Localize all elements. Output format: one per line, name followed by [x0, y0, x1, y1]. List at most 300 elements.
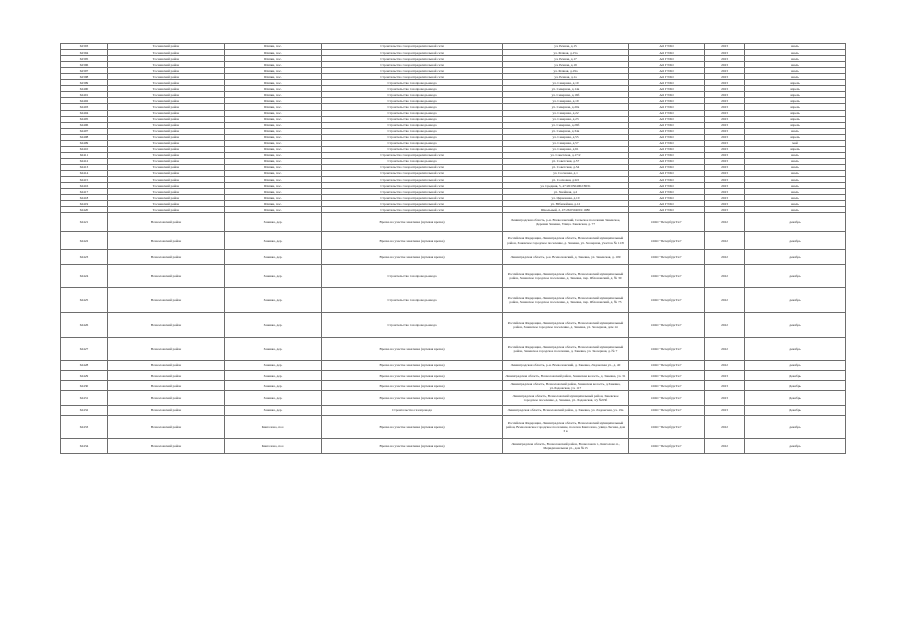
- row-id-cell: 62413: [61, 164, 108, 170]
- month-cell: июль: [745, 44, 846, 50]
- settlement-cell: Шапки, пос.: [225, 98, 322, 104]
- settlement-cell: Заневка, дер.: [225, 405, 322, 415]
- row-id-cell: 62398: [61, 74, 108, 80]
- organization-cell: ООО "ПетербургГаз": [629, 250, 705, 265]
- row-id-cell: 62410: [61, 146, 108, 152]
- year-cell: 2023: [705, 134, 745, 140]
- settlement-cell: Шапки, пос.: [225, 110, 322, 116]
- organization-cell: АО ГТЛО: [629, 146, 705, 152]
- month-cell: июль: [745, 201, 846, 207]
- address-cell: ул. Советская, д.17/2: [503, 152, 629, 158]
- settlement-cell: Заневка, дер.: [225, 371, 322, 381]
- settlement-cell: Шапки, пос.: [225, 92, 322, 98]
- address-cell: Российская Федерация, Ленинградская область, Всеволожский муниципальный район, Заневское городское поселение, д. Заневка, пер. Яблоновский, д. № 73: [503, 287, 629, 312]
- row-id-cell: 62427: [61, 337, 108, 360]
- work-type-cell: Строительство газораспределительной сети: [322, 189, 503, 195]
- table-row: [61, 416, 846, 439]
- work-type-cell: Врезка на участке заказчика (нулевая врезка): [322, 360, 503, 370]
- district-cell: Тосненский район: [108, 86, 225, 92]
- address-cell: Российская Федерация, Ленинградская область, Всеволожский муниципальный район, Заневское городское поселение, д. Заневка, ул. Заозерная, д. № 7: [503, 337, 629, 360]
- work-type-cell: Строительство газораспределительной сети: [322, 74, 503, 80]
- month-cell: апрель: [745, 104, 846, 110]
- month-cell: июль: [745, 62, 846, 68]
- district-cell: Тосненский район: [108, 92, 225, 98]
- table-row: [61, 231, 846, 250]
- settlement-cell: Шапки, пос.: [225, 164, 322, 170]
- month-cell: июль: [745, 189, 846, 195]
- month-cell: Декабрь: [745, 381, 846, 391]
- row-id-cell: 62405: [61, 116, 108, 122]
- row-id-cell: 62414: [61, 170, 108, 176]
- row-id-cell: 62395: [61, 56, 108, 62]
- table-row: [61, 405, 846, 415]
- row-id-cell: 62393: [61, 44, 108, 50]
- year-cell: 2022: [705, 312, 745, 337]
- organization-cell: ООО "ПетербургГаз": [629, 312, 705, 337]
- district-cell: Тосненский район: [108, 146, 225, 152]
- address-cell: ул. Речная, д.19: [503, 62, 629, 68]
- work-type-cell: Врезка на участке заказчика (нулевая врезка): [322, 213, 503, 232]
- address-cell: ул. Речная, д.15а: [503, 50, 629, 56]
- row-id-cell: 62419: [61, 201, 108, 207]
- address-cell: Ленинградская область, Всеволожский район, Заневская волость, д. Заневка, уч. 31: [503, 371, 629, 381]
- year-cell: 2023: [705, 62, 745, 68]
- month-cell: июль: [745, 207, 846, 213]
- year-cell: 2022: [705, 416, 745, 439]
- settlement-cell: Заневка, дер.: [225, 264, 322, 287]
- year-cell: 2023: [705, 405, 745, 415]
- settlement-cell: Шапки, пос.: [225, 183, 322, 189]
- month-cell: апрель: [745, 86, 846, 92]
- year-cell: 2023: [705, 128, 745, 134]
- row-id-cell: 62400: [61, 86, 108, 92]
- year-cell: 2023: [705, 122, 745, 128]
- organization-cell: ООО "ПетербургГаз": [629, 337, 705, 360]
- district-cell: Тосненский район: [108, 98, 225, 104]
- organization-cell: ООО "ПетербургГаз": [629, 416, 705, 439]
- organization-cell: АО ГТЛО: [629, 44, 705, 50]
- settlement-cell: Кавголово, пос.: [225, 439, 322, 454]
- month-cell: июль: [745, 56, 846, 62]
- work-type-cell: Строительство газораспределительной сети: [322, 68, 503, 74]
- organization-cell: ООО "ПетербургГаз": [629, 381, 705, 391]
- work-type-cell: Строительство газопровода-ввода: [322, 104, 503, 110]
- address-cell: ул. Северная, д.23: [503, 116, 629, 122]
- address-cell: ул. Северная, д.26б: [503, 122, 629, 128]
- organization-cell: АО ГТЛО: [629, 207, 705, 213]
- settlement-cell: Шапки, пос.: [225, 195, 322, 201]
- month-cell: Декабрь: [745, 371, 846, 381]
- settlement-cell: Шапки, пос.: [225, 74, 322, 80]
- year-cell: 2023: [705, 56, 745, 62]
- address-cell: Ленинградская область, Всеволожский район, Заневская волость, д.Заневка, ул.Ладожская, уч. 117: [503, 381, 629, 391]
- settlement-cell: Шапки, пос.: [225, 62, 322, 68]
- row-id-cell: 62420: [61, 207, 108, 213]
- month-cell: июль: [745, 50, 846, 56]
- organization-cell: АО ГТЛО: [629, 177, 705, 183]
- settlement-cell: Шапки, пос.: [225, 50, 322, 56]
- row-id-cell: 62431: [61, 391, 108, 406]
- year-cell: 2023: [705, 207, 745, 213]
- settlement-cell: Заневка, дер.: [225, 231, 322, 250]
- organization-cell: ООО "ПетербургГаз": [629, 439, 705, 454]
- work-type-cell: Строительство газопровода-ввода: [322, 158, 503, 164]
- table-row: [61, 264, 846, 287]
- work-type-cell: Строительство газопровода-ввода: [322, 128, 503, 134]
- year-cell: 2023: [705, 189, 745, 195]
- settlement-cell: Шапки, пос.: [225, 152, 322, 158]
- organization-cell: АО ГТЛО: [629, 140, 705, 146]
- settlement-cell: Шапки, пос.: [225, 201, 322, 207]
- row-id-cell: 62399: [61, 80, 108, 86]
- row-id-cell: 62415: [61, 177, 108, 183]
- settlement-cell: Заневка, дер.: [225, 360, 322, 370]
- work-type-cell: Строительство газопровода-ввода: [322, 110, 503, 116]
- row-id-cell: 62397: [61, 68, 108, 74]
- settlement-cell: Шапки, пос.: [225, 170, 322, 176]
- month-cell: июль: [745, 128, 846, 134]
- address-cell: ул. Речная, д.1а: [503, 74, 629, 80]
- month-cell: апрель: [745, 134, 846, 140]
- work-type-cell: Строительство газопровода-ввода: [322, 80, 503, 86]
- work-type-cell: Строительство газопровода-ввода: [322, 146, 503, 152]
- month-cell: декабрь: [745, 287, 846, 312]
- address-cell: ул. Северная, д.14а: [503, 86, 629, 92]
- district-cell: Всеволожский район: [108, 264, 225, 287]
- year-cell: 2023: [705, 50, 745, 56]
- district-cell: Тосненский район: [108, 164, 225, 170]
- table-row: [61, 381, 846, 391]
- row-id-cell: 62433: [61, 416, 108, 439]
- address-cell: ул. Сосновая, д.9/2: [503, 177, 629, 183]
- year-cell: 2023: [705, 68, 745, 74]
- year-cell: 2023: [705, 80, 745, 86]
- settlement-cell: Шапки, пос.: [225, 146, 322, 152]
- work-type-cell: Строительство газопровода-ввода: [322, 134, 503, 140]
- year-cell: 2023: [705, 44, 745, 50]
- district-cell: Тосненский район: [108, 44, 225, 50]
- row-id-cell: 62401: [61, 92, 108, 98]
- table-row: [61, 391, 846, 406]
- year-cell: 2022: [705, 337, 745, 360]
- address-cell: ул. Северная, д.34а: [503, 128, 629, 134]
- settlement-cell: Шапки, пос.: [225, 134, 322, 140]
- year-cell: 2023: [705, 195, 745, 201]
- settlement-cell: Шапки, пос.: [225, 140, 322, 146]
- year-cell: 2023: [705, 391, 745, 406]
- organization-cell: АО ГТЛО: [629, 195, 705, 201]
- address-cell: ул. Северная, д.57: [503, 140, 629, 146]
- settlement-cell: Заневка, дер.: [225, 287, 322, 312]
- month-cell: декабрь: [745, 250, 846, 265]
- month-cell: апрель: [745, 116, 846, 122]
- year-cell: 2023: [705, 116, 745, 122]
- district-cell: Всеволожский район: [108, 337, 225, 360]
- address-cell: Ленинградская область, р-н. Всеволожский, д. Заневка, ул. Заневская, д. 109: [503, 250, 629, 265]
- table-row: [61, 371, 846, 381]
- work-type-cell: Врезка на участке заказчика (нулевая врезка): [322, 337, 503, 360]
- row-id-cell: 62412: [61, 158, 108, 164]
- address-cell: ул. Советская, д.57: [503, 158, 629, 164]
- row-id-cell: 62424: [61, 264, 108, 287]
- district-cell: Тосненский район: [108, 80, 225, 86]
- work-type-cell: Врезка на участке заказчика (нулевая врезка): [322, 381, 503, 391]
- work-type-cell: Врезка на участке заказчика (нулевая врезка): [322, 391, 503, 406]
- district-cell: Тосненский район: [108, 50, 225, 56]
- row-id-cell: 62403: [61, 104, 108, 110]
- row-id-cell: 62394: [61, 50, 108, 56]
- district-cell: Тосненский район: [108, 152, 225, 158]
- organization-cell: АО ГТЛО: [629, 92, 705, 98]
- work-type-cell: Строительство газопровода-ввода: [322, 86, 503, 92]
- year-cell: 2023: [705, 110, 745, 116]
- row-id-cell: 62416: [61, 183, 108, 189]
- settlement-cell: Кавголово, пос.: [225, 416, 322, 439]
- organization-cell: АО ГТЛО: [629, 152, 705, 158]
- district-cell: Тосненский район: [108, 189, 225, 195]
- year-cell: 2023: [705, 177, 745, 183]
- district-cell: Всеволожский район: [108, 416, 225, 439]
- year-cell: 2022: [705, 231, 745, 250]
- address-cell: ул. Северная, д.19: [503, 98, 629, 104]
- work-type-cell: Строительство газопровода: [322, 405, 503, 415]
- organization-cell: АО ГТЛО: [629, 116, 705, 122]
- district-cell: Всеволожский район: [108, 312, 225, 337]
- address-cell: Российская Федерация, Ленинградская область, Всеволожский муниципальный район, Всеволожское городское поселение, поселок Кавголово, улица Лесная, дом 3 в: [503, 416, 629, 439]
- district-cell: Тосненский район: [108, 56, 225, 62]
- work-type-cell: Строительство газораспределительной сети: [322, 183, 503, 189]
- work-type-cell: Строительство газопровода-ввода: [322, 140, 503, 146]
- month-cell: декабрь: [745, 416, 846, 439]
- address-cell: Ленинградская область, р-н. Всеволожский, д. Заневка, Ладожская ул., д. 40: [503, 360, 629, 370]
- address-cell: ул. Средняя, 5, 47:26:0504002:8031: [503, 183, 629, 189]
- organization-cell: АО ГТЛО: [629, 110, 705, 116]
- year-cell: 2023: [705, 164, 745, 170]
- address-cell: ул. Речная, д.15: [503, 44, 629, 50]
- district-cell: Всеволожский район: [108, 371, 225, 381]
- row-id-cell: 62426: [61, 312, 108, 337]
- address-cell: ул. Северная, д.22: [503, 110, 629, 116]
- table-row: [61, 312, 846, 337]
- work-type-cell: Врезка на участке заказчика (нулевая врезка): [322, 439, 503, 454]
- document-page: [60, 43, 845, 454]
- month-cell: апрель: [745, 98, 846, 104]
- month-cell: май: [745, 140, 846, 146]
- settlement-cell: Шапки, пос.: [225, 80, 322, 86]
- month-cell: июль: [745, 158, 846, 164]
- table-row: [61, 337, 846, 360]
- district-cell: Всеволожский район: [108, 250, 225, 265]
- row-id-cell: 62417: [61, 189, 108, 195]
- address-cell: ул. Юбилейная, д.12: [503, 201, 629, 207]
- organization-cell: ООО "ПетербургГаз": [629, 391, 705, 406]
- address-cell: Ленинградская область, Всеволожский муниципальный район, Заневское городское поселение, д. Заневка, ул. Ладожская, з/у №93б: [503, 391, 629, 406]
- district-cell: Тосненский район: [108, 68, 225, 74]
- district-cell: Тосненский район: [108, 170, 225, 176]
- month-cell: декабрь: [745, 264, 846, 287]
- table-row: [61, 439, 846, 454]
- row-id-cell: 62430: [61, 381, 108, 391]
- district-cell: Тосненский район: [108, 158, 225, 164]
- settlement-cell: Шапки, пос.: [225, 177, 322, 183]
- gas-works-table: [60, 43, 846, 454]
- district-cell: Тосненский район: [108, 201, 225, 207]
- settlement-cell: Заневка, дер.: [225, 381, 322, 391]
- settlement-cell: Заневка, дер.: [225, 213, 322, 232]
- month-cell: апрель: [745, 110, 846, 116]
- month-cell: апрель: [745, 146, 846, 152]
- district-cell: Тосненский район: [108, 128, 225, 134]
- work-type-cell: Строительство газораспределительной сети: [322, 201, 503, 207]
- year-cell: 2023: [705, 158, 745, 164]
- work-type-cell: Строительство газораспределительной сети: [322, 152, 503, 158]
- year-cell: 2023: [705, 104, 745, 110]
- work-type-cell: Строительство газораспределительной сети: [322, 164, 503, 170]
- district-cell: Всеволожский район: [108, 405, 225, 415]
- district-cell: Тосненский район: [108, 207, 225, 213]
- district-cell: Тосненский район: [108, 74, 225, 80]
- settlement-cell: Заневка, дер.: [225, 391, 322, 406]
- address-cell: ул. Северная, д.16б: [503, 92, 629, 98]
- year-cell: 2023: [705, 92, 745, 98]
- organization-cell: АО ГТЛО: [629, 50, 705, 56]
- row-id-cell: 62418: [61, 195, 108, 201]
- organization-cell: ООО "ПетербургГаз": [629, 405, 705, 415]
- year-cell: 2023: [705, 86, 745, 92]
- district-cell: Всеволожский район: [108, 231, 225, 250]
- organization-cell: ООО "ПетербургГаз": [629, 371, 705, 381]
- month-cell: декабрь: [745, 312, 846, 337]
- work-type-cell: Строительство газораспределительной сети: [322, 56, 503, 62]
- work-type-cell: Врезка на участке заказчика (нулевая врезка): [322, 250, 503, 265]
- address-cell: ул. Речная, д.17: [503, 56, 629, 62]
- settlement-cell: Заневка, дер.: [225, 312, 322, 337]
- month-cell: июль: [745, 68, 846, 74]
- row-id-cell: 62423: [61, 250, 108, 265]
- district-cell: Тосненский район: [108, 62, 225, 68]
- year-cell: 2023: [705, 140, 745, 146]
- settlement-cell: Шапки, пос.: [225, 104, 322, 110]
- organization-cell: АО ГТЛО: [629, 183, 705, 189]
- row-id-cell: 62408: [61, 134, 108, 140]
- settlement-cell: Шапки, пос.: [225, 189, 322, 195]
- year-cell: 2023: [705, 152, 745, 158]
- district-cell: Тосненский район: [108, 134, 225, 140]
- district-cell: Всеволожский район: [108, 439, 225, 454]
- address-cell: ул. Сосновая, д.1: [503, 170, 629, 176]
- year-cell: 2023: [705, 183, 745, 189]
- organization-cell: ООО "ПетербургГаз": [629, 264, 705, 287]
- district-cell: Тосненский район: [108, 177, 225, 183]
- work-type-cell: Врезка на участке заказчика (нулевая врезка): [322, 231, 503, 250]
- row-id-cell: 62425: [61, 287, 108, 312]
- address-cell: Ленинградская область, р-н. Всеволожский, Сельское поселение Заневское, Деревня Заневка, Улица. Заневская, д. 77: [503, 213, 629, 232]
- district-cell: Тосненский район: [108, 195, 225, 201]
- organization-cell: АО ГТЛО: [629, 74, 705, 80]
- year-cell: 2023: [705, 381, 745, 391]
- month-cell: июль: [745, 164, 846, 170]
- district-cell: Тосненский район: [108, 183, 225, 189]
- organization-cell: АО ГТЛО: [629, 80, 705, 86]
- row-id-cell: 62411: [61, 152, 108, 158]
- table-row: [61, 287, 846, 312]
- address-cell: Российская Федерация, Ленинградская область, Всеволожский муниципальный район, Заневское городское поселение, д. Заневка, пер. Яблоновский, д. № 30: [503, 264, 629, 287]
- month-cell: июль: [745, 74, 846, 80]
- organization-cell: АО ГТЛО: [629, 86, 705, 92]
- month-cell: декабрь: [745, 337, 846, 360]
- address-cell: Ленинградская область, Всеволожский район, Всеволожск г., Кавголово п., Меридиональная ул., дом №15: [503, 439, 629, 454]
- district-cell: Тосненский район: [108, 140, 225, 146]
- work-type-cell: Строительство газораспределительной сети: [322, 62, 503, 68]
- work-type-cell: Строительство газопровода-ввода: [322, 122, 503, 128]
- organization-cell: ООО "ПетербургГаз": [629, 360, 705, 370]
- year-cell: 2022: [705, 264, 745, 287]
- settlement-cell: Шапки, пос.: [225, 86, 322, 92]
- address-cell: Российская Федерация, Ленинградская область, Всеволожский муниципальный район, Заневское городское поселение, д. Заневка, ул. Заозерная, участок № 11/8: [503, 231, 629, 250]
- month-cell: июль: [745, 152, 846, 158]
- organization-cell: АО ГТЛО: [629, 122, 705, 128]
- district-cell: Всеволожский район: [108, 213, 225, 232]
- row-id-cell: 62396: [61, 62, 108, 68]
- month-cell: июль: [745, 195, 846, 201]
- row-id-cell: 62432: [61, 405, 108, 415]
- year-cell: 2022: [705, 360, 745, 370]
- row-id-cell: 62434: [61, 439, 108, 454]
- district-cell: Тосненский район: [108, 116, 225, 122]
- settlement-cell: Шапки, пос.: [225, 207, 322, 213]
- row-id-cell: 62409: [61, 140, 108, 146]
- address-cell: ул. Северная, д.61: [503, 146, 629, 152]
- year-cell: 2023: [705, 146, 745, 152]
- district-cell: Всеволожский район: [108, 391, 225, 406]
- organization-cell: ООО "ПетербургГаз": [629, 287, 705, 312]
- work-type-cell: Строительство газораспределительной сети: [322, 177, 503, 183]
- organization-cell: АО ГТЛО: [629, 104, 705, 110]
- table-row: [61, 213, 846, 232]
- row-id-cell: 62402: [61, 98, 108, 104]
- organization-cell: ООО "ПетербургГаз": [629, 231, 705, 250]
- month-cell: декабрь: [745, 231, 846, 250]
- organization-cell: АО ГТЛО: [629, 170, 705, 176]
- row-id-cell: 62407: [61, 128, 108, 134]
- work-type-cell: Строительство газопровода-ввода: [322, 98, 503, 104]
- address-cell: ул. Церковная, д.10: [503, 195, 629, 201]
- work-type-cell: Строительство газопровода-ввода: [322, 312, 503, 337]
- district-cell: Всеволожский район: [108, 381, 225, 391]
- address-cell: ул. Хвойная, д.2: [503, 189, 629, 195]
- year-cell: 2023: [705, 74, 745, 80]
- work-type-cell: Строительство газопровода-ввода: [322, 92, 503, 98]
- year-cell: 2023: [705, 170, 745, 176]
- settlement-cell: Заневка, дер.: [225, 250, 322, 265]
- month-cell: Декабрь: [745, 391, 846, 406]
- work-type-cell: Строительство газопровода-ввода: [322, 116, 503, 122]
- organization-cell: АО ГТЛО: [629, 134, 705, 140]
- year-cell: 2022: [705, 250, 745, 265]
- row-id-cell: 62422: [61, 231, 108, 250]
- organization-cell: АО ГТЛО: [629, 189, 705, 195]
- address-cell: ул. Северная, д.10: [503, 80, 629, 86]
- settlement-cell: Шапки, пос.: [225, 44, 322, 50]
- month-cell: июль: [745, 183, 846, 189]
- month-cell: Декабрь: [745, 405, 846, 415]
- organization-cell: АО ГТЛО: [629, 201, 705, 207]
- row-id-cell: 62429: [61, 371, 108, 381]
- year-cell: 2023: [705, 201, 745, 207]
- address-cell: ул. Северная, д.20а: [503, 104, 629, 110]
- work-type-cell: Строительство газораспределительной сети: [322, 170, 503, 176]
- year-cell: 2023: [705, 98, 745, 104]
